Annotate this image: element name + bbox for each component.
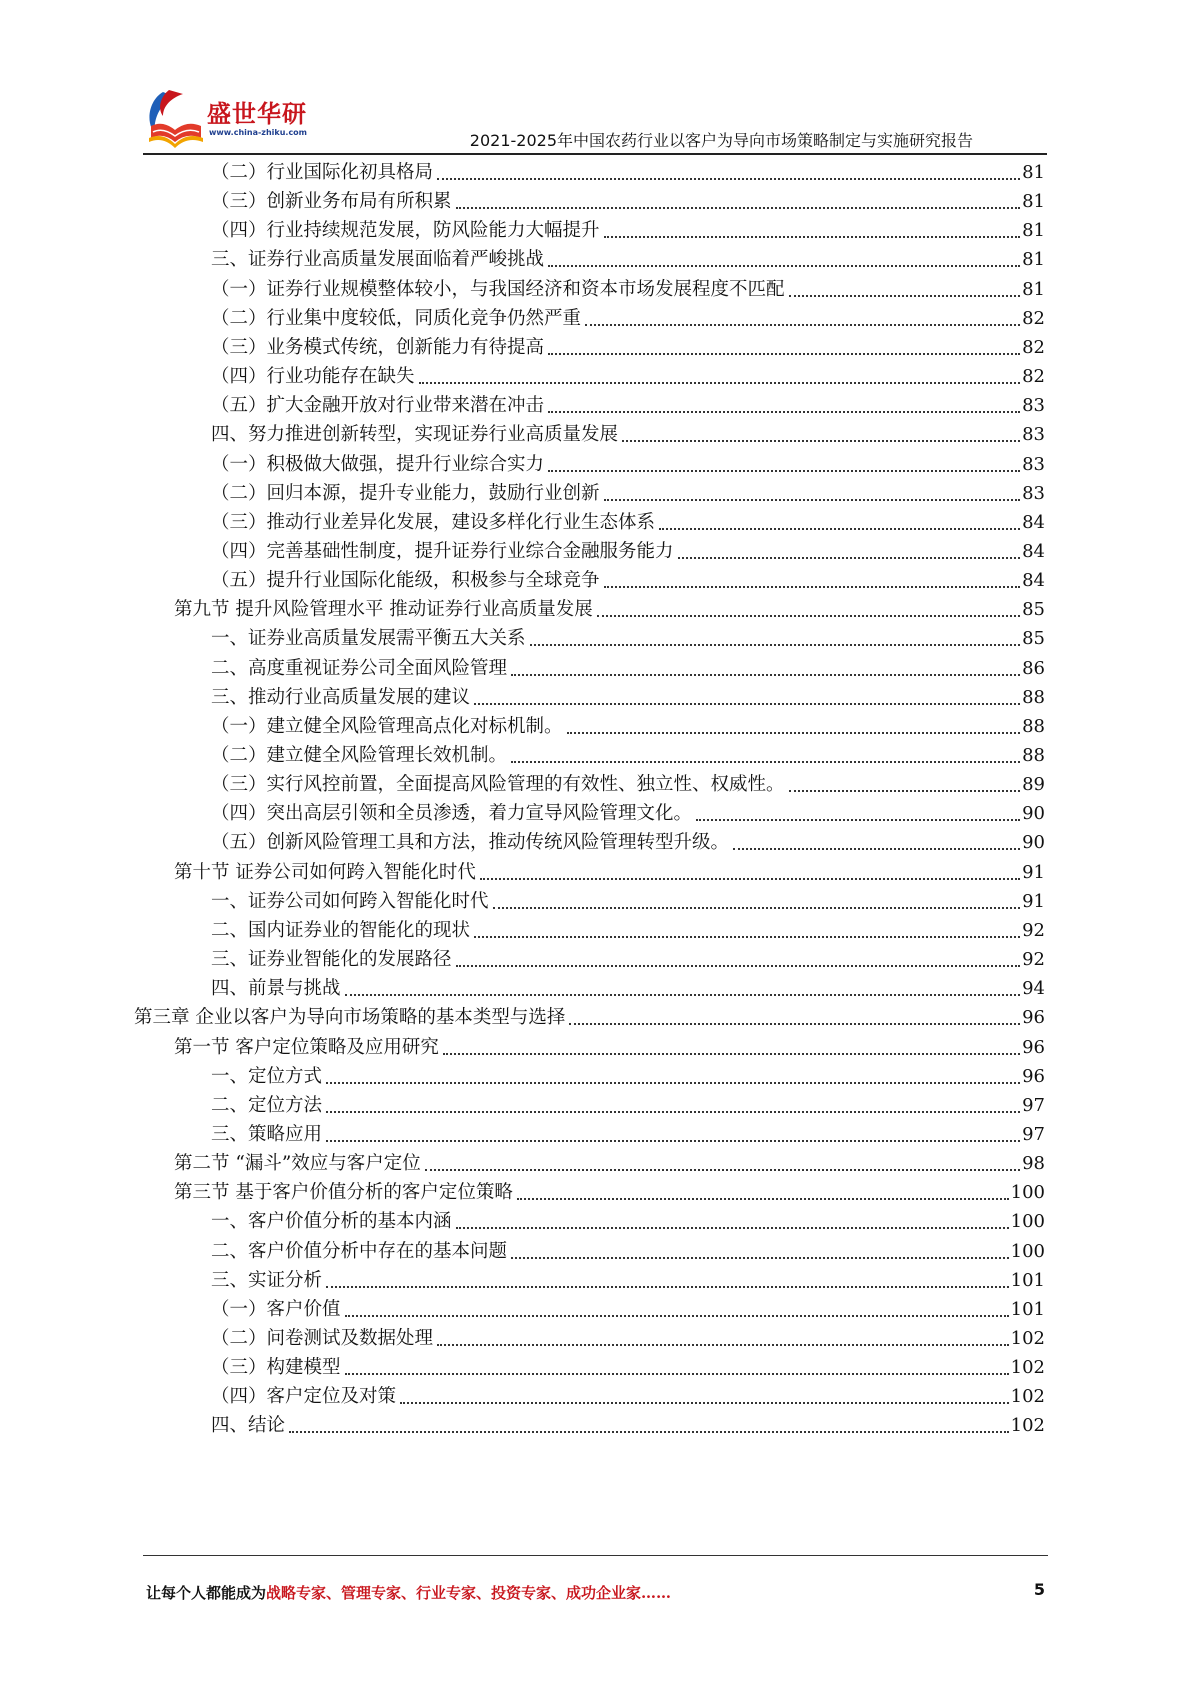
toc-leader-dots	[517, 1198, 1009, 1200]
toc-entry[interactable]	[211, 1382, 1045, 1412]
toc-leader-dots	[567, 732, 1021, 734]
toc-entry-title: 第一节 客户定位策略及应用研究	[174, 1036, 439, 1058]
toc-entry-title: 四、结论	[211, 1415, 286, 1437]
toc-entry-title: 第三章 企业以客户为导向市场策略的基本类型与选择	[134, 1007, 566, 1029]
toc-entry-title: 二、高度重视证券公司全面风险管理	[211, 657, 508, 679]
toc-entry-page: 82	[1022, 307, 1045, 329]
toc-entry-title: （一）证券行业规模整体较小，与我国经济和资本市场发展程度不匹配	[211, 278, 785, 300]
toc-entry-title: （四）行业功能存在缺失	[211, 366, 415, 388]
toc-leader-dots	[289, 1431, 1009, 1433]
toc-entry-title: 四、努力推进创新转型，实现证券行业高质量发展	[211, 424, 619, 446]
toc-entry[interactable]	[211, 508, 1045, 538]
footer-slogan	[146, 1582, 671, 1603]
toc-entry-title: （五）创新风险管理工具和方法，推动传统风险管理转型升级。	[211, 832, 730, 854]
toc-leader-dots	[437, 1344, 1009, 1346]
toc-leader-dots	[456, 965, 1021, 967]
toc-leader-dots	[511, 761, 1020, 763]
toc-entry-title: （四）客户定位及对策	[211, 1386, 397, 1408]
toc-entry-title: 三、策略应用	[211, 1123, 323, 1145]
toc-leader-dots	[326, 1286, 1009, 1288]
toc-leader-dots	[456, 207, 1021, 209]
toc-leader-dots	[400, 1402, 1009, 1404]
toc-entry-page: 83	[1022, 482, 1045, 504]
toc-entry-page: 84	[1022, 540, 1045, 562]
toc-entry-page: 88	[1022, 745, 1045, 766]
toc-leader-dots	[789, 295, 1021, 297]
toc-leader-dots	[437, 178, 1020, 180]
toc-entry[interactable]	[211, 245, 1045, 275]
toc-entry[interactable]	[211, 187, 1045, 217]
toc-entry-title: 三、推动行业高质量发展的建议	[211, 686, 471, 708]
toc-entry[interactable]	[211, 1411, 1045, 1441]
toc-entry-title: 一、定位方式	[211, 1065, 323, 1087]
toc-entry-title: 四、前景与挑战	[211, 978, 341, 1000]
toc-leader-dots	[474, 703, 1020, 705]
toc-entry[interactable]	[211, 1207, 1045, 1237]
toc-leader-dots	[345, 1373, 1009, 1375]
toc-entry[interactable]	[211, 945, 1045, 975]
toc-entry[interactable]	[211, 799, 1045, 829]
toc-entry-title: 第二节 “漏斗”效应与客户定位	[174, 1153, 421, 1175]
toc-entry[interactable]	[211, 304, 1045, 334]
toc-leader-dots	[474, 936, 1020, 938]
toc-entry-page: 83	[1022, 424, 1045, 446]
toc-leader-dots	[456, 1227, 1009, 1229]
toc-leader-dots	[585, 324, 1020, 326]
toc-entry[interactable]	[211, 828, 1045, 858]
toc-leader-dots	[419, 382, 1021, 384]
toc-entry-page: 84	[1022, 511, 1045, 533]
toc-entry[interactable]	[211, 741, 1045, 771]
toc-entry-title: （一）建立健全风险管理高点化对标机制。	[211, 715, 563, 737]
toc-leader-dots	[345, 1315, 1009, 1317]
toc-leader-dots	[511, 1257, 1009, 1259]
document-title: 2021-2025年中国农药行业以客户为导向市场策略制定与实施研究报告	[469, 131, 973, 150]
toc-entry[interactable]	[211, 479, 1045, 509]
toc-entry[interactable]	[211, 1062, 1045, 1092]
toc-entry-title: 一、证券公司如何跨入智能化时代	[211, 890, 489, 912]
toc-entry[interactable]	[211, 362, 1045, 392]
toc-leader-dots	[548, 411, 1020, 413]
toc-entry-page: 90	[1022, 803, 1045, 825]
brand-name: 盛世华研	[207, 100, 307, 128]
logo-book-icon	[143, 86, 209, 150]
toc-entry[interactable]	[211, 1120, 1045, 1150]
toc-entry-page: 84	[1022, 570, 1045, 592]
toc-entry-page: 101	[1010, 1298, 1045, 1320]
toc-entry-title: （三）推动行业差异化发展，建设多样化行业生态体系	[211, 511, 656, 533]
toc-entry-title: （二）行业国际化初具格局	[211, 162, 434, 183]
toc-leader-dots	[659, 528, 1020, 530]
toc-entry[interactable]	[211, 1324, 1045, 1354]
toc-entry[interactable]	[211, 1353, 1045, 1383]
toc-leader-dots	[326, 1140, 1020, 1142]
toc-entry[interactable]	[134, 1003, 1045, 1033]
toc-entry-title: （一）积极做大做强，提升行业综合实力	[211, 453, 545, 475]
toc-entry-page: 91	[1022, 890, 1045, 912]
toc-entry[interactable]	[211, 1091, 1045, 1121]
brand-url: www.china-zhiku.com	[209, 128, 308, 137]
toc-entry-page: 88	[1022, 686, 1045, 708]
toc-entry-page: 97	[1022, 1123, 1045, 1145]
toc-entry-title: （四）突出高层引领和全员渗透，着力宣导风险管理文化。	[211, 803, 693, 825]
toc-leader-dots	[604, 586, 1021, 588]
footer-slogan-prefix: 让每个人都能成为	[146, 1584, 267, 1602]
toc-entry[interactable]	[174, 1149, 1045, 1179]
toc-entry-page: 101	[1010, 1269, 1045, 1291]
toc-entry-title: （三）创新业务布局有所积累	[211, 191, 452, 213]
toc-entry-page: 97	[1022, 1094, 1045, 1116]
toc-entry[interactable]	[211, 275, 1045, 305]
toc-entry-title: （二）行业集中度较低，同质化竞争仍然严重	[211, 307, 582, 329]
toc-entry-page: 83	[1022, 395, 1045, 417]
toc-entry[interactable]	[211, 654, 1045, 684]
toc-entry[interactable]	[211, 333, 1045, 363]
toc-entry-page: 102	[1010, 1328, 1045, 1349]
toc-leader-dots	[597, 615, 1020, 617]
toc-leader-dots	[548, 353, 1020, 355]
toc-entry-page: 89	[1022, 774, 1045, 796]
toc-entry-page: 94	[1022, 978, 1045, 1000]
toc-entry[interactable]	[174, 1178, 1045, 1208]
toc-entry[interactable]	[211, 916, 1045, 946]
toc-entry-title: （三）实行风控前置，全面提高风险管理的有效性、独立性、权威性。	[211, 774, 785, 796]
toc-entry-title: 一、客户价值分析的基本内涵	[211, 1211, 452, 1233]
toc-entry-title: （二）问卷测试及数据处理	[211, 1328, 434, 1349]
toc-entry-page: 92	[1022, 949, 1045, 971]
toc-entry-page: 82	[1022, 336, 1045, 358]
toc-entry-page: 96	[1022, 1065, 1045, 1087]
toc-leader-dots	[604, 236, 1021, 238]
toc-entry-title: 第九节 提升风险管理水平 推动证券行业高质量发展	[174, 599, 593, 621]
toc-entry-title: （五）提升行业国际化能级，积极参与全球竞争	[211, 570, 600, 592]
toc-entry[interactable]	[211, 158, 1045, 188]
brand-logo	[143, 86, 313, 154]
toc-entry-title: （四）行业持续规范发展，防风险能力大幅提升	[211, 220, 600, 242]
toc-entry[interactable]	[211, 683, 1045, 713]
toc-leader-dots	[511, 674, 1020, 676]
toc-entry[interactable]	[211, 450, 1045, 480]
toc-leader-dots	[345, 994, 1021, 996]
toc-entry-page: 100	[1010, 1182, 1045, 1204]
toc-entry-title: （三）构建模型	[211, 1357, 341, 1379]
toc-entry-title: 三、证券业智能化的发展路径	[211, 949, 452, 971]
toc-entry[interactable]	[211, 887, 1045, 917]
toc-entry-page: 100	[1010, 1240, 1045, 1262]
toc-leader-dots	[696, 819, 1020, 821]
toc-leader-dots	[733, 848, 1020, 850]
toc-entry[interactable]	[211, 420, 1045, 450]
toc-leader-dots	[548, 470, 1020, 472]
toc-entry-title: （三）业务模式传统，创新能力有待提高	[211, 336, 545, 358]
toc-entry-page: 81	[1022, 162, 1045, 183]
toc-entry[interactable]	[211, 1237, 1045, 1267]
toc-entry-page: 88	[1022, 715, 1045, 737]
toc-entry-page: 96	[1022, 1036, 1045, 1058]
toc-entry[interactable]	[174, 858, 1045, 888]
toc-entry-page: 91	[1022, 861, 1045, 883]
toc-entry[interactable]	[211, 770, 1045, 800]
toc-leader-dots	[678, 557, 1021, 559]
toc-entry[interactable]	[211, 537, 1045, 567]
toc-entry-title: （四）完善基础性制度，提升证券行业综合金融服务能力	[211, 540, 674, 562]
toc-entry-page: 82	[1022, 366, 1045, 388]
toc-entry-title: 三、证券行业高质量发展面临着严峻挑战	[211, 249, 545, 271]
toc-entry-page: 102	[1010, 1357, 1045, 1379]
toc-entry-title: （二）建立健全风险管理长效机制。	[211, 745, 508, 766]
toc-leader-dots	[425, 1169, 1020, 1171]
footer-slogan-highlight: 战略专家、管理专家、行业专家、投资专家、成功企业家……	[266, 1584, 672, 1602]
toc-entry-page: 85	[1022, 628, 1045, 650]
toc-leader-dots	[480, 878, 1020, 880]
footer-divider	[143, 1555, 1048, 1556]
toc-entry-title: 二、定位方法	[211, 1094, 323, 1116]
toc-leader-dots	[530, 644, 1021, 646]
toc-leader-dots	[493, 907, 1021, 909]
toc-leader-dots	[569, 1023, 1020, 1025]
toc-entry-title: 一、证券业高质量发展需平衡五大关系	[211, 628, 526, 650]
toc-leader-dots	[789, 790, 1021, 792]
toc-entry-title: 第十节 证券公司如何跨入智能化时代	[174, 861, 476, 883]
toc-entry[interactable]	[211, 624, 1045, 654]
toc-entry-page: 81	[1022, 220, 1045, 242]
toc-entry-page: 81	[1022, 249, 1045, 271]
toc-entry[interactable]	[211, 391, 1045, 421]
toc-leader-dots	[622, 440, 1020, 442]
toc-leader-dots	[326, 1111, 1020, 1113]
toc-entry-page: 83	[1022, 453, 1045, 475]
toc-leader-dots	[326, 1082, 1020, 1084]
toc-entry[interactable]	[211, 566, 1045, 596]
toc-entry[interactable]	[174, 1033, 1045, 1063]
page-number: 5	[1033, 1580, 1045, 1599]
toc-entry-title: （二）回归本源，提升专业能力，鼓励行业创新	[211, 482, 600, 504]
toc-entry-title: 第三节 基于客户价值分析的客户定位策略	[174, 1182, 513, 1204]
toc-entry-page: 81	[1022, 191, 1045, 213]
toc-entry-page: 102	[1010, 1415, 1045, 1437]
toc-entry[interactable]	[211, 1266, 1045, 1296]
toc-entry-page: 92	[1022, 919, 1045, 941]
toc-entry-title: 二、国内证券业的智能化的现状	[211, 919, 471, 941]
toc-entry[interactable]	[211, 974, 1045, 1004]
toc-entry-page: 96	[1022, 1007, 1045, 1029]
toc-entry-title: （五）扩大金融开放对行业带来潜在冲击	[211, 395, 545, 417]
toc-entry-page: 81	[1022, 278, 1045, 300]
toc-entry-title: （一）客户价值	[211, 1298, 341, 1320]
toc-entry-page: 102	[1010, 1386, 1045, 1408]
toc-entry[interactable]	[211, 712, 1045, 742]
toc-leader-dots	[548, 265, 1020, 267]
toc-entry-page: 90	[1022, 832, 1045, 854]
toc-entry[interactable]	[211, 216, 1045, 246]
toc-entry-title: 三、实证分析	[211, 1269, 323, 1291]
header-divider	[143, 153, 1047, 155]
toc-entry-page: 86	[1022, 657, 1045, 679]
toc-entry[interactable]	[211, 1295, 1045, 1325]
toc-entry-page: 98	[1022, 1153, 1045, 1175]
toc-entry-page: 85	[1022, 599, 1045, 621]
toc-leader-dots	[443, 1053, 1020, 1055]
toc-entry[interactable]	[174, 595, 1045, 625]
toc-leader-dots	[604, 499, 1021, 501]
toc-entry-title: 二、客户价值分析中存在的基本问题	[211, 1240, 508, 1262]
toc-entry-page: 100	[1010, 1211, 1045, 1233]
